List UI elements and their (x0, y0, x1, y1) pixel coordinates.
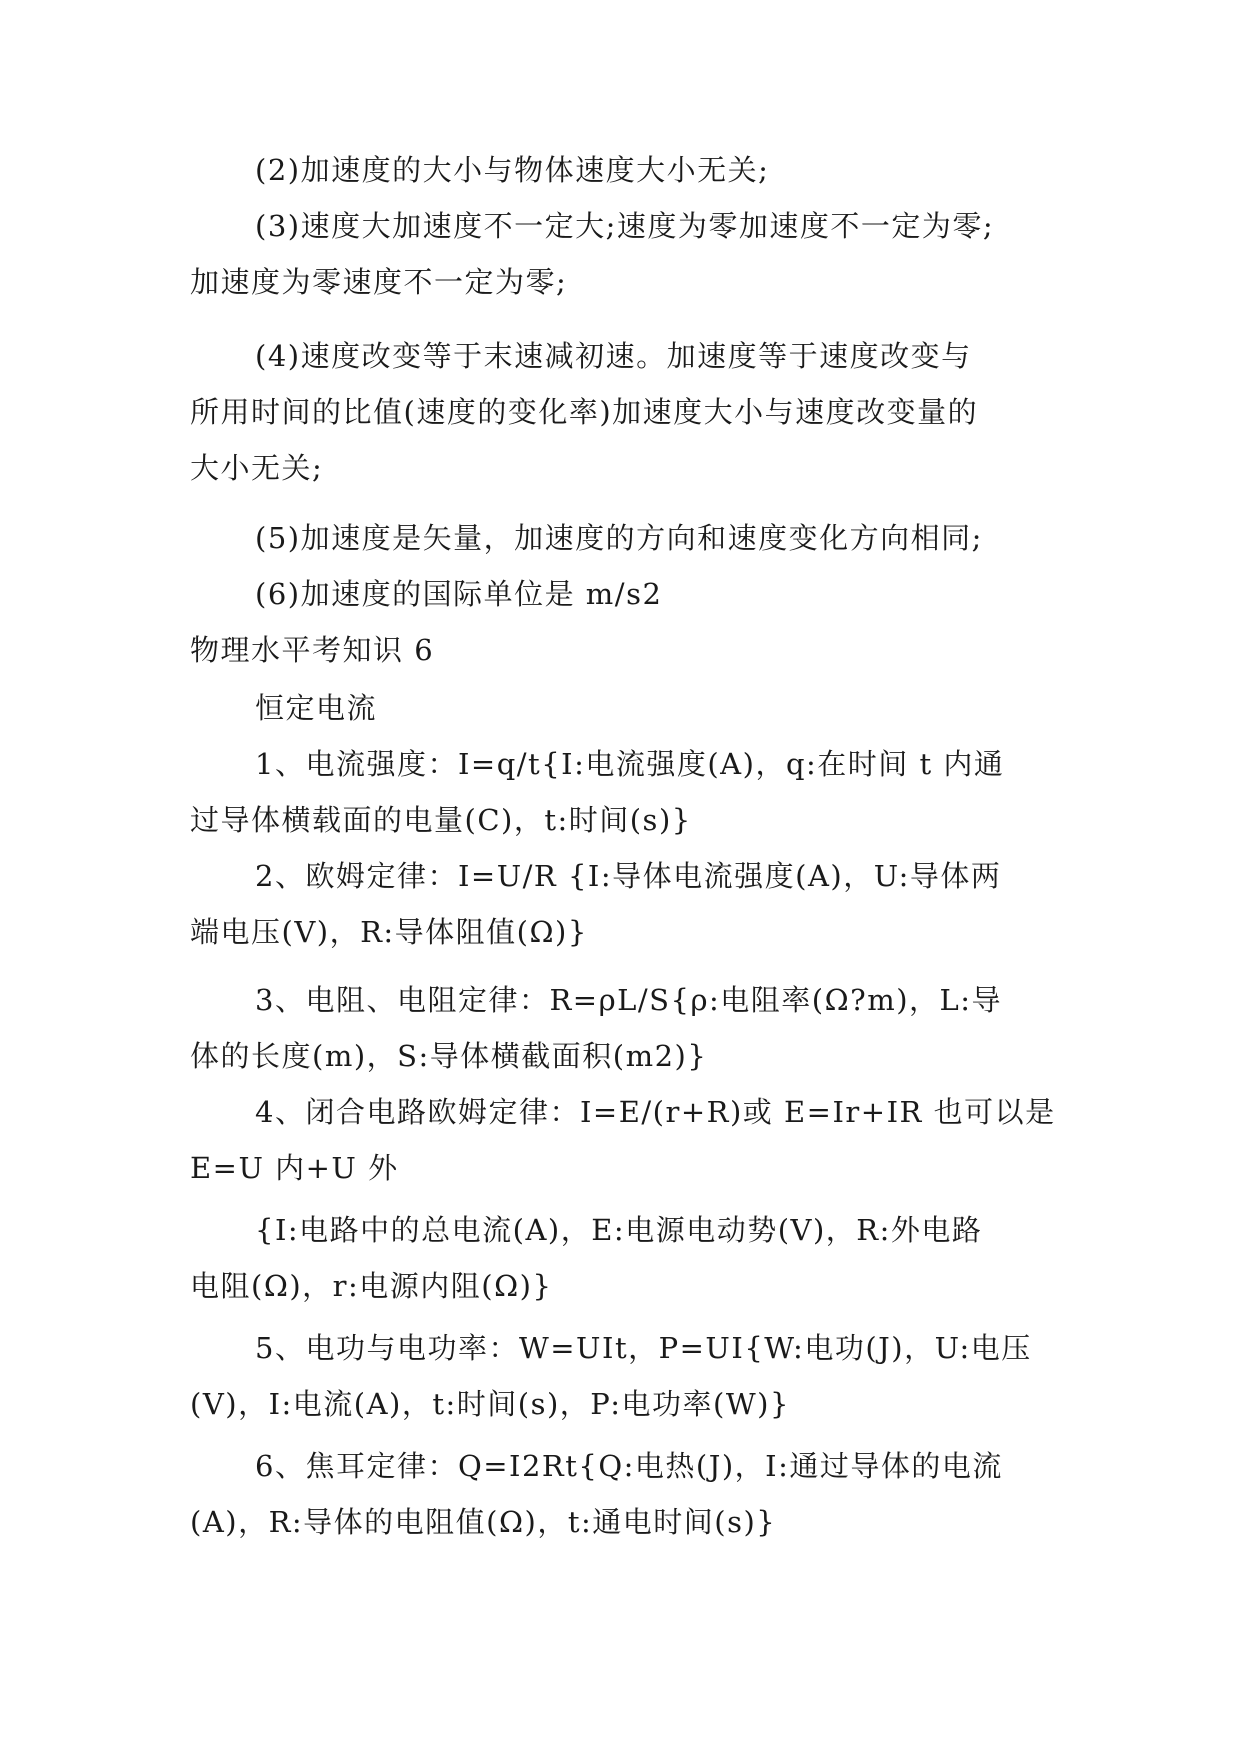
text-line: (4)速度改变等于末速减初速。加速度等于速度改变与 (255, 339, 972, 373)
text-line: (3)速度大加速度不一定大;速度为零加速度不一定为零; (255, 209, 995, 243)
text-line: 体的长度(m)，S:导体横截面积(m2)} (190, 1039, 708, 1073)
text-line: 所用时间的比值(速度的变化率)加速度大小与速度改变量的 (190, 395, 979, 429)
text-line: E=U 内+U 外 (190, 1151, 399, 1185)
text-line: 端电压(V)，R:导体阻值(Ω)} (190, 915, 588, 949)
text-line: 加速度为零速度不一定为零; (190, 265, 568, 299)
text-line: (5)加速度是矢量，加速度的方向和速度变化方向相同; (255, 521, 983, 555)
text-line: 大小无关; (190, 451, 324, 485)
text-line: {I:电路中的总电流(A)，E:电源电动势(V)，R:外电路 (255, 1213, 983, 1247)
text-line: 1、电流强度：I=q/t{I:电流强度(A)，q:在时间 t 内通 (255, 747, 1005, 781)
text-line: 4、闭合电路欧姆定律：I=E/(r+R)或 E=Ir+IR 也可以是 (255, 1095, 1056, 1129)
text-line: (A)，R:导体的电阻值(Ω)，t:通电时间(s)} (190, 1505, 777, 1539)
text-line: (V)，I:电流(A)，t:时间(s)，P:电功率(W)} (190, 1387, 790, 1421)
section-heading: 物理水平考知识 6 (190, 633, 435, 667)
section-subheading: 恒定电流 (255, 691, 378, 725)
text-line: 电阻(Ω)，r:电源内阻(Ω)} (190, 1269, 553, 1303)
text-line: 5、电功与电功率：W=UIt，P=UI{W:电功(J)，U:电压 (255, 1331, 1032, 1365)
text-line: 6、焦耳定律：Q=I2Rt{Q:电热(J)，I:通过导体的电流 (255, 1449, 1003, 1483)
text-line: 3、电阻、电阻定律：R=ρL/S{ρ:电阻率(Ω?m)，L:导 (255, 983, 1003, 1017)
text-line: 过导体横载面的电量(C)，t:时间(s)} (190, 803, 692, 837)
text-line: 2、欧姆定律：I=U/R {I:导体电流强度(A)，U:导体两 (255, 859, 1002, 893)
text-line: (2)加速度的大小与物体速度大小无关; (255, 153, 770, 187)
text-line: (6)加速度的国际单位是 m/s2 (255, 577, 663, 611)
